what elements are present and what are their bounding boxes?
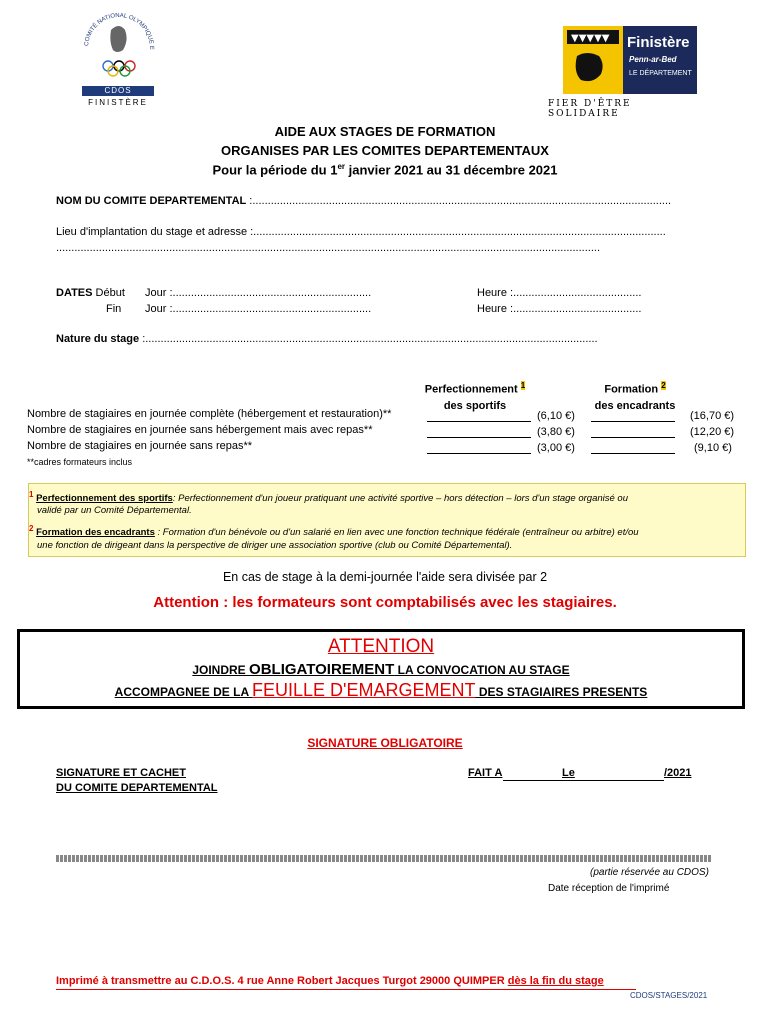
rate-form-repas: (12,20 €) xyxy=(690,426,735,438)
col-perfectionnement-header: Perfectionnement $^1$ des sportifs xyxy=(424,381,526,412)
attention-title: ATTENTION xyxy=(327,636,435,657)
cdos-label: CDOS xyxy=(82,86,154,96)
finistere-departement: LE DÉPARTEMENT xyxy=(629,70,692,77)
attention-line-1: JOINDRE OBLIGATOIREMENT LA CONVOCATION AU STAGE xyxy=(192,661,570,678)
attention-formateurs: Attention : les formateurs sont comptabilisés avec les stagiaires. xyxy=(153,594,617,611)
row-label-sans-repas: Nombre de stagiaires en journée sans repas** xyxy=(27,440,253,452)
heure-debut-field[interactable]: Heure :.......................................... xyxy=(477,287,642,299)
note-formation-2: une fonction de dirigeant dans la perspective de diriger une association sportive (club ou Comité Départemental). xyxy=(37,540,513,551)
input-form-repas[interactable] xyxy=(591,437,675,438)
input-form-sans-repas[interactable] xyxy=(591,453,675,454)
attention-line-2: ACCOMPAGNEE DE LA FEUILLE D'EMARGEMENT DES STAGIAIRES PRESENTS xyxy=(114,680,648,700)
comite-label: NOM DU COMITE DEPARTEMENTAL xyxy=(56,195,247,207)
rate-form-complete: (16,70 €) xyxy=(690,410,735,422)
lieu-field[interactable]: Lieu d'implantation du stage et adresse :....................................................................................................................................... xyxy=(56,226,666,238)
rate-perf-repas: (3,80 €) xyxy=(537,426,575,438)
dates-label: DATES Début xyxy=(56,287,125,299)
cdos-arc-text: COMITÉ NATIONAL OLYMPIQUE E xyxy=(84,12,155,50)
input-perf-repas[interactable] xyxy=(427,437,531,438)
title-line-2: ORGANISES PAR LES COMITES DEPARTEMENTAUX xyxy=(221,143,549,158)
finistere-sub: Penn-ar-Bed xyxy=(629,55,677,64)
lieu-field-line-2[interactable]: .................................................................................................................................................................................. xyxy=(56,242,600,254)
demi-journee-note: En cas de stage à la demi-journée l'aide sera divisée par 2 xyxy=(222,570,548,584)
jour-fin-field[interactable]: Jour :................................................................. xyxy=(145,303,372,315)
comite-field[interactable]: NOM DU COMITE DEPARTEMENTAL :......................................................................................................................................... xyxy=(56,195,672,207)
row-label-repas: Nombre de stagiaires en journée sans hébergement mais avec repas** xyxy=(27,424,373,436)
note-formation: $^2$ Formation des encadrants : Formation d'un bénévole ou d'un salarié en lien avec une fonction technique fédérale (entraîneur ou arbitre) et/ou xyxy=(29,524,639,539)
row-label-complete: Nombre de stagiaires en journée complète (hébergement et restauration)** xyxy=(27,408,392,420)
reserved-separator xyxy=(56,855,712,862)
fait-a-field[interactable]: FAIT A xyxy=(468,767,503,779)
lieu-label: Lieu d'implantation du stage et adresse xyxy=(56,226,248,238)
svg-text:▼▼▼▼▼: ▼▼▼▼▼ xyxy=(571,33,610,44)
footer-underline xyxy=(56,989,636,990)
finistere-shield xyxy=(563,26,623,94)
definitions-box xyxy=(28,483,746,557)
note-perfectionnement-2: validé par un Comité Départemental. xyxy=(37,505,192,516)
finistere-logo xyxy=(563,26,697,94)
title-line-1: AIDE AUX STAGES DE FORMATION xyxy=(274,124,496,139)
rate-perf-complete: (6,10 €) xyxy=(537,410,575,422)
reception-date-label: Date réception de l'imprimé xyxy=(548,883,670,894)
title-line-3: Pour la période du 1er janvier 2021 au 31 décembre 2021 xyxy=(212,162,558,178)
footer-instruction: Imprimé à transmettre au C.D.O.S. 4 rue Anne Robert Jacques Turgot 29000 QUIMPER dès la fin du stage xyxy=(56,975,604,987)
date-field[interactable]: Le xyxy=(562,767,575,779)
document-reference: CDOS/STAGES/2021 xyxy=(630,991,708,1000)
jour-debut-field[interactable]: Jour :................................................................. xyxy=(145,287,372,299)
reserved-note: (partie réservée au CDOS) xyxy=(590,867,709,878)
fin-label: Fin xyxy=(106,303,122,315)
fait-a-underline xyxy=(503,780,556,781)
comite-dept-label: DU COMITE DEPARTEMENTAL xyxy=(56,782,218,794)
heure-fin-field[interactable]: Heure :.......................................... xyxy=(477,303,642,315)
nature-label: Nature du stage xyxy=(56,333,140,345)
attention-box xyxy=(17,629,745,709)
year-label: /2021 xyxy=(664,767,692,779)
col-formation-header: Formation $^2$ des encadrants xyxy=(594,381,676,412)
nature-field[interactable]: Nature du stage :.................................................................................................................................................... xyxy=(56,333,598,345)
signature-cachet-label: SIGNATURE ET CACHET xyxy=(56,767,186,779)
rate-form-sans-repas: (9,10 €) xyxy=(694,442,732,454)
date-underline xyxy=(540,780,664,781)
finistere-slogan: FIER D'ÊTRE SOLIDAIRE xyxy=(548,99,632,119)
finistere-name: Finistère xyxy=(627,34,690,51)
input-perf-complete[interactable] xyxy=(427,421,531,422)
table-note: **cadres formateurs inclus xyxy=(27,457,133,467)
cdos-finistere-label: FINISTÈRE xyxy=(88,98,148,107)
input-form-complete[interactable] xyxy=(591,421,675,422)
signature-heading: SIGNATURE OBLIGATOIRE xyxy=(307,736,463,750)
rate-perf-sans-repas: (3,00 €) xyxy=(537,442,575,454)
input-perf-sans-repas[interactable] xyxy=(427,453,531,454)
note-perfectionnement: $^1$ Perfectionnement des sportifs: Perfectionnement d'un joueur pratiquant une activité sportive – hors détection – lors d'un stage organisé ou xyxy=(29,490,628,505)
